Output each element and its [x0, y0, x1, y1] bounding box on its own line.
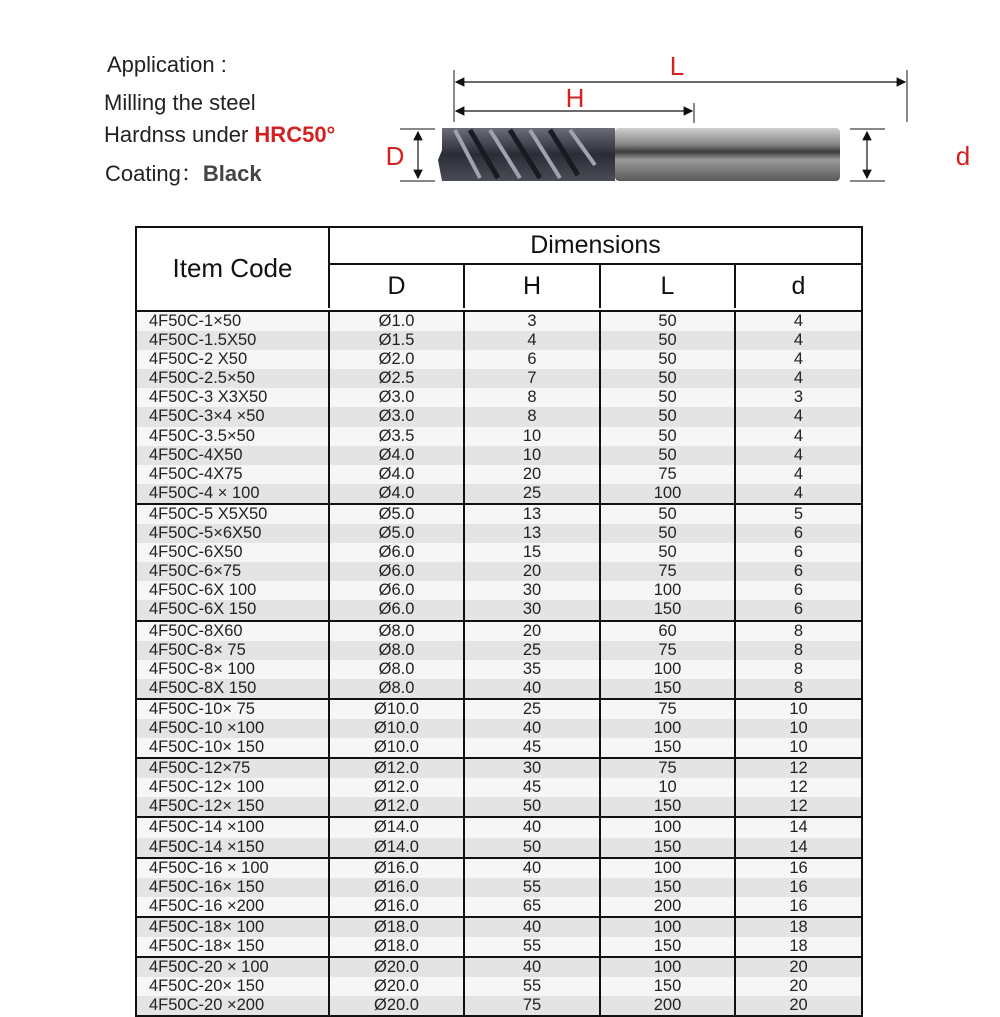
table-row — [137, 660, 861, 679]
cell-item-code: 4F50C-16 ×200 — [137, 897, 330, 916]
cell-H: 13 — [465, 524, 601, 543]
header-H: H — [465, 265, 601, 308]
cell-D: Ø6.0 — [330, 543, 465, 562]
cell-item-code: 4F50C-14 ×100 — [137, 818, 330, 837]
cell-L: 50 — [601, 505, 736, 524]
cell-D: Ø8.0 — [330, 641, 465, 660]
cell-d: 20 — [789, 996, 808, 1015]
table-row — [137, 918, 861, 937]
cell-item-code: 4F50C-5 X5X50 — [137, 505, 330, 524]
coating-label: Coating： — [105, 161, 203, 186]
cell-L: 75 — [601, 700, 736, 719]
table-row — [137, 778, 861, 797]
cell-D: Ø12.0 — [330, 797, 465, 816]
cell-H: 20 — [465, 622, 601, 641]
cell-item-code: 4F50C-8X60 — [137, 622, 330, 641]
table-row — [137, 600, 861, 621]
cell-D: Ø2.0 — [330, 350, 465, 369]
cell-H: 50 — [465, 838, 601, 857]
cell-d: 16 — [789, 896, 808, 915]
table-row — [137, 312, 861, 331]
application-text: Milling the steel — [104, 90, 256, 115]
cell-d: 4 — [793, 331, 804, 350]
cell-d: 10 — [789, 699, 808, 718]
cell-d: 6 — [793, 543, 804, 562]
cell-item-code: 4F50C-18× 100 — [137, 918, 330, 937]
cell-L: 200 — [601, 996, 736, 1015]
cell-H: 3 — [465, 312, 601, 331]
end-mill-flutes — [438, 128, 615, 181]
cell-H: 55 — [465, 878, 601, 897]
cell-H: 75 — [465, 996, 601, 1015]
header-dimensions: Dimensions — [330, 228, 861, 265]
cell-d: 20 — [789, 958, 808, 977]
application-label: Application : — [107, 52, 227, 77]
cell-d: 3 — [793, 388, 804, 407]
cell-item-code: 4F50C-12×75 — [137, 759, 330, 778]
cell-H: 55 — [465, 977, 601, 996]
cell-d: 16 — [789, 858, 808, 877]
cell-L: 50 — [601, 407, 736, 426]
cell-d: 6 — [793, 600, 804, 619]
table-row — [137, 562, 861, 581]
cell-H: 20 — [465, 465, 601, 484]
table-row — [137, 505, 861, 524]
cell-item-code: 4F50C-1.5X50 — [137, 331, 330, 350]
table-row — [137, 937, 861, 958]
cell-H: 40 — [465, 818, 601, 837]
table-row — [137, 465, 861, 484]
cell-d: 14 — [789, 837, 808, 856]
table-row — [137, 427, 861, 446]
cell-L: 150 — [601, 977, 736, 996]
cell-d: 8 — [793, 621, 804, 640]
cell-L: 150 — [601, 738, 736, 757]
cell-item-code: 4F50C-10× 150 — [137, 738, 330, 757]
end-mill-shank — [615, 128, 840, 181]
cell-D: Ø16.0 — [330, 878, 465, 897]
cell-H: 45 — [465, 778, 601, 797]
cell-item-code: 4F50C-20 ×200 — [137, 996, 330, 1015]
cell-d: 18 — [789, 937, 808, 955]
cell-D: Ø12.0 — [330, 759, 465, 778]
cell-H: 4 — [465, 331, 601, 350]
cell-L: 100 — [601, 581, 736, 600]
cell-item-code: 4F50C-3.5×50 — [137, 427, 330, 446]
table-row — [137, 331, 861, 350]
cell-D: Ø6.0 — [330, 581, 465, 600]
cell-d: 10 — [789, 718, 808, 737]
cell-L: 100 — [601, 660, 736, 679]
cell-d: 12 — [789, 759, 808, 778]
table-row — [137, 543, 861, 562]
cell-item-code: 4F50C-12× 100 — [137, 778, 330, 797]
coating-text — [105, 157, 262, 188]
cell-D: Ø18.0 — [330, 937, 465, 956]
cell-D: Ø1.5 — [330, 331, 465, 350]
cell-item-code: 4F50C-4X75 — [137, 465, 330, 484]
cell-D: Ø10.0 — [330, 719, 465, 738]
cell-D: Ø3.5 — [330, 427, 465, 446]
cell-D: Ø5.0 — [330, 505, 465, 524]
cell-H: 40 — [465, 679, 601, 698]
table-row — [137, 679, 861, 700]
table-row — [137, 700, 861, 719]
table-row — [137, 859, 861, 878]
cell-d: 4 — [793, 407, 804, 426]
cell-D: Ø20.0 — [330, 958, 465, 977]
cell-D: Ø10.0 — [330, 700, 465, 719]
cell-H: 6 — [465, 350, 601, 369]
cell-d: 8 — [793, 640, 804, 659]
cell-d: 12 — [789, 778, 808, 797]
cell-d: 4 — [793, 312, 804, 330]
cell-H: 30 — [465, 581, 601, 600]
cell-D: Ø5.0 — [330, 524, 465, 543]
cell-H: 30 — [465, 600, 601, 619]
cell-L: 50 — [601, 331, 736, 350]
cell-L: 75 — [601, 759, 736, 778]
cell-L: 100 — [601, 958, 736, 977]
dimensions-table — [135, 226, 863, 1017]
table-row — [137, 759, 861, 778]
cell-item-code: 4F50C-2.5×50 — [137, 369, 330, 388]
cell-item-code: 4F50C-16× 150 — [137, 878, 330, 897]
cell-L: 10 — [601, 778, 736, 797]
cell-L: 150 — [601, 797, 736, 816]
table-row — [137, 996, 861, 1015]
cell-L: 150 — [601, 878, 736, 897]
cell-H: 8 — [465, 388, 601, 407]
cell-D: Ø1.0 — [330, 312, 465, 331]
cell-L: 50 — [601, 350, 736, 369]
table-row — [137, 719, 861, 738]
cell-L: 75 — [601, 562, 736, 581]
cell-D: Ø4.0 — [330, 484, 465, 503]
table-row — [137, 446, 861, 465]
cell-D: Ø8.0 — [330, 679, 465, 698]
cell-H: 50 — [465, 797, 601, 816]
cell-H: 40 — [465, 719, 601, 738]
label-D: D — [385, 141, 405, 171]
hardness-prefix: Hardnss under — [104, 122, 255, 147]
label-H: H — [565, 83, 585, 113]
cell-item-code: 4F50C-12× 150 — [137, 797, 330, 816]
cell-item-code: 4F50C-8X 150 — [137, 679, 330, 698]
cell-item-code: 4F50C-14 ×150 — [137, 838, 330, 857]
table-header — [137, 228, 861, 312]
cell-D: Ø6.0 — [330, 600, 465, 619]
cell-d: 4 — [793, 369, 804, 388]
cell-d: 18 — [789, 917, 808, 936]
cell-H: 20 — [465, 562, 601, 581]
cell-D: Ø12.0 — [330, 778, 465, 797]
cell-d: 16 — [789, 877, 808, 896]
header-item-code: Item Code — [137, 228, 330, 308]
table-row — [137, 838, 861, 859]
table-row — [137, 641, 861, 660]
label-L: L — [669, 51, 685, 81]
cell-L: 100 — [601, 484, 736, 503]
cell-L: 100 — [601, 859, 736, 878]
table-row — [137, 878, 861, 897]
table-row — [137, 897, 861, 918]
cell-H: 7 — [465, 369, 601, 388]
cell-D: Ø18.0 — [330, 918, 465, 937]
cell-D: Ø4.0 — [330, 465, 465, 484]
cell-L: 150 — [601, 838, 736, 857]
cell-item-code: 4F50C-20 × 100 — [137, 958, 330, 977]
cell-item-code: 4F50C-5×6X50 — [137, 524, 330, 543]
cell-item-code: 4F50C-4 × 100 — [137, 484, 330, 503]
cell-D: Ø8.0 — [330, 660, 465, 679]
cell-D: Ø16.0 — [330, 859, 465, 878]
cell-L: 200 — [601, 897, 736, 916]
cell-d: 8 — [793, 678, 804, 697]
cell-D: Ø6.0 — [330, 562, 465, 581]
table-row — [137, 388, 861, 407]
cell-D: Ø3.0 — [330, 407, 465, 426]
table-row — [137, 524, 861, 543]
cell-L: 100 — [601, 818, 736, 837]
cell-D: Ø20.0 — [330, 977, 465, 996]
cell-item-code: 4F50C-4X50 — [137, 446, 330, 465]
cell-D: Ø4.0 — [330, 446, 465, 465]
cell-H: 40 — [465, 859, 601, 878]
cell-D: Ø2.5 — [330, 369, 465, 388]
cell-L: 150 — [601, 600, 736, 619]
cell-L: 100 — [601, 719, 736, 738]
cell-H: 45 — [465, 738, 601, 757]
cell-L: 100 — [601, 918, 736, 937]
cell-H: 30 — [465, 759, 601, 778]
cell-item-code: 4F50C-10× 75 — [137, 700, 330, 719]
cell-item-code: 4F50C-18× 150 — [137, 937, 330, 956]
cell-d: 10 — [789, 738, 808, 757]
cell-d: 8 — [793, 659, 804, 678]
cell-item-code: 4F50C-10 ×100 — [137, 719, 330, 738]
end-mill-diagram — [380, 50, 980, 200]
cell-H: 40 — [465, 958, 601, 977]
cell-L: 75 — [601, 465, 736, 484]
table-row — [137, 581, 861, 600]
cell-H: 25 — [465, 484, 601, 503]
cell-d: 5 — [793, 504, 804, 523]
table-row — [137, 484, 861, 505]
cell-H: 15 — [465, 543, 601, 562]
cell-D: Ø14.0 — [330, 838, 465, 857]
cell-L: 50 — [601, 388, 736, 407]
cell-D: Ø20.0 — [330, 996, 465, 1015]
cell-L: 60 — [601, 622, 736, 641]
cell-item-code: 4F50C-1×50 — [137, 312, 330, 331]
cell-d: 4 — [793, 350, 804, 369]
cell-d: 6 — [793, 524, 804, 543]
header-D: D — [330, 265, 465, 308]
cell-D: Ø8.0 — [330, 622, 465, 641]
cell-L: 50 — [601, 312, 736, 331]
cell-item-code: 4F50C-3×4 ×50 — [137, 407, 330, 426]
cell-d: 4 — [793, 426, 804, 445]
cell-d: 20 — [789, 977, 808, 996]
cell-D: Ø10.0 — [330, 738, 465, 757]
hardness-value: HRC50° — [254, 122, 336, 147]
cell-L: 50 — [601, 524, 736, 543]
cell-item-code: 4F50C-20× 150 — [137, 977, 330, 996]
table-row — [137, 797, 861, 818]
cell-d: 12 — [789, 797, 808, 816]
cell-d: 4 — [793, 483, 804, 502]
cell-H: 40 — [465, 918, 601, 937]
cell-L: 50 — [601, 427, 736, 446]
table-row — [137, 407, 861, 426]
cell-d: 6 — [793, 562, 804, 581]
cell-D: Ø14.0 — [330, 818, 465, 837]
cell-d: 4 — [793, 445, 804, 464]
table-row — [137, 738, 861, 759]
cell-H: 10 — [465, 446, 601, 465]
cell-d: 4 — [793, 464, 804, 483]
cell-H: 8 — [465, 407, 601, 426]
cell-item-code: 4F50C-2 X50 — [137, 350, 330, 369]
cell-H: 13 — [465, 505, 601, 524]
hardness-text — [104, 122, 335, 148]
cell-item-code: 4F50C-6X 100 — [137, 581, 330, 600]
table-row — [137, 369, 861, 388]
cell-L: 50 — [601, 369, 736, 388]
table-row — [137, 977, 861, 996]
cell-item-code: 4F50C-6X 150 — [137, 600, 330, 619]
cell-item-code: 4F50C-6X50 — [137, 543, 330, 562]
cell-D: Ø3.0 — [330, 388, 465, 407]
cell-item-code: 4F50C-8× 100 — [137, 660, 330, 679]
cell-H: 65 — [465, 897, 601, 916]
cell-H: 35 — [465, 660, 601, 679]
table-row — [137, 818, 861, 837]
table-body — [137, 312, 861, 1015]
table-row — [137, 622, 861, 641]
label-d: d — [955, 141, 971, 171]
cell-item-code: 4F50C-6×75 — [137, 562, 330, 581]
header-d: d — [791, 272, 806, 300]
cell-item-code: 4F50C-3 X3X50 — [137, 388, 330, 407]
cell-item-code: 4F50C-8× 75 — [137, 641, 330, 660]
table-row — [137, 958, 861, 977]
cell-L: 50 — [601, 543, 736, 562]
cell-H: 55 — [465, 937, 601, 956]
cell-L: 150 — [601, 937, 736, 956]
cell-D: Ø16.0 — [330, 897, 465, 916]
cell-d: 14 — [789, 818, 808, 837]
cell-H: 10 — [465, 427, 601, 446]
cell-L: 75 — [601, 641, 736, 660]
header-L: L — [601, 265, 736, 308]
cell-H: 25 — [465, 641, 601, 660]
cell-L: 50 — [601, 446, 736, 465]
cell-d: 6 — [793, 581, 804, 600]
cell-item-code: 4F50C-16 × 100 — [137, 859, 330, 878]
cell-L: 150 — [601, 679, 736, 698]
cell-H: 25 — [465, 700, 601, 719]
table-row — [137, 350, 861, 369]
coating-value: Black — [202, 161, 262, 186]
